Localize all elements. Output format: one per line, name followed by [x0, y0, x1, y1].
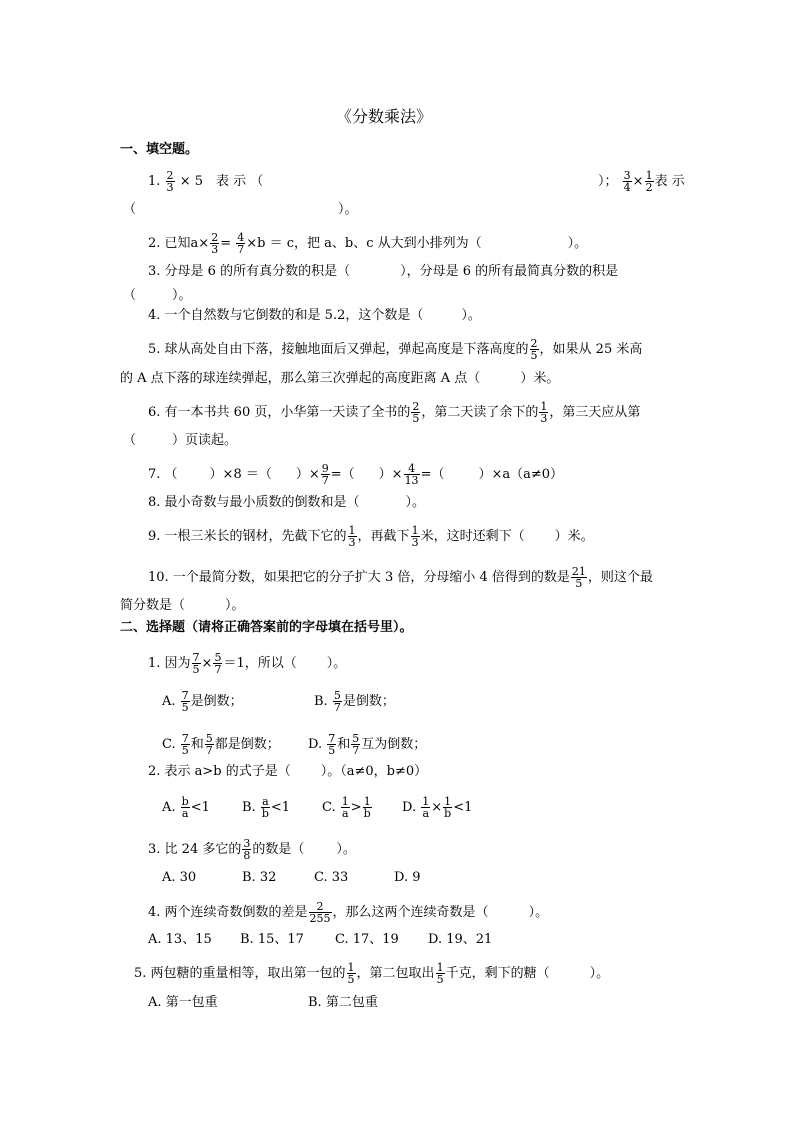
fraction: [321, 463, 330, 486]
text-segment: 3. 比 24 多它的: [148, 842, 242, 857]
choice-3-option-a: A. 30: [162, 870, 197, 885]
fraction: [242, 838, 251, 861]
fraction-denominator: 255: [309, 912, 331, 925]
text-segment: ）米。: [554, 529, 594, 544]
fraction-denominator: 5: [412, 412, 420, 425]
fraction-numerator: 7: [328, 732, 336, 745]
fraction: [181, 690, 190, 713]
text-segment: ×: [632, 174, 644, 189]
fraction-denominator: 7: [333, 701, 341, 714]
fraction: [309, 901, 332, 924]
text-segment: ）米。: [520, 371, 560, 386]
text-segment: ）。: [405, 495, 426, 510]
fraction-numerator: 3: [243, 837, 251, 850]
text-segment: ）。: [336, 842, 356, 857]
text-segment: ）×a（a≠0）: [478, 467, 564, 482]
choice-question-1: [148, 652, 346, 675]
text-segment: ）。: [461, 308, 481, 323]
fraction-numerator: 2: [309, 901, 332, 913]
text-segment: × 5 表 示 （: [179, 174, 264, 189]
fraction: [341, 796, 350, 819]
fraction-numerator: 5: [333, 689, 341, 702]
text-segment: A.: [162, 800, 176, 815]
text-segment: 7. （: [148, 467, 178, 482]
fraction-numerator: 1: [436, 961, 444, 974]
fraction-numerator: 7: [181, 689, 189, 702]
text-segment: 4. 两个连续奇数倒数的差是: [148, 905, 308, 920]
text-segment: 1. 因为: [148, 656, 191, 671]
text-segment: 8. 最小奇数与最小质数的倒数和是（: [148, 495, 360, 510]
fraction: [539, 401, 548, 424]
fraction: [411, 401, 420, 424]
text-segment: 表 示: [654, 174, 685, 189]
fraction-denominator: b: [363, 807, 371, 820]
fraction: [421, 796, 430, 819]
fraction-denominator: 7: [352, 744, 360, 757]
choice-5-option-a: A. 第一包重: [148, 995, 218, 1010]
text-segment: ），分母是 6 的所有最简真分数的积是: [400, 264, 619, 279]
choice-question-5: [134, 962, 609, 985]
fraction-numerator: 7: [181, 732, 189, 745]
text-segment: 米，这时还剩下（: [420, 529, 525, 544]
choice-4-option-a: A. 13、15: [148, 932, 212, 947]
text-segment: B.: [314, 694, 328, 709]
fraction-numerator: 9: [321, 462, 329, 475]
text-segment: 都是倒数；: [214, 737, 280, 752]
question-3-line-2: [123, 287, 192, 305]
question-7: [148, 463, 563, 486]
fraction-denominator: 8: [243, 849, 251, 862]
question-1-blank-close: ）。: [338, 202, 358, 217]
text-segment: ，再截下: [357, 529, 410, 544]
text-segment: ×: [201, 656, 213, 671]
fraction-denominator: 7: [237, 243, 245, 256]
fraction-denominator: 13: [404, 474, 419, 487]
text-segment: =: [220, 236, 232, 251]
fraction-denominator: 3: [540, 412, 548, 425]
text-segment: 4. 一个自然数与它倒数的和是 5.2，这个数是（: [148, 308, 424, 323]
text-segment: ）×: [378, 467, 403, 482]
choice-1-option-d: [308, 733, 426, 756]
fraction-denominator: 5: [575, 577, 583, 590]
text-segment: ＝1，所以（: [223, 656, 297, 671]
fraction-numerator: 2: [530, 337, 538, 350]
question-2: [148, 232, 587, 255]
fraction-denominator: 3: [211, 243, 219, 256]
fraction: [181, 733, 190, 756]
fraction-numerator: 5: [205, 732, 213, 745]
fraction-denominator: 3: [348, 536, 356, 549]
choice-2-option-c: [322, 796, 373, 819]
page-title: 《分数乘法》: [336, 107, 433, 126]
fraction: [351, 733, 360, 756]
choice-3-option-d: D. 9: [394, 870, 421, 885]
fraction: [436, 962, 445, 985]
fraction: [348, 525, 357, 548]
fraction-numerator: 3: [623, 169, 631, 182]
fraction: [333, 690, 342, 713]
choice-question-4: [148, 901, 548, 924]
text-segment: D.: [308, 737, 323, 752]
choice-question-2: [148, 763, 427, 781]
choice-3-option-b: B. 32: [242, 870, 277, 885]
fraction-numerator: 1: [348, 524, 356, 537]
fraction-denominator: 7: [321, 474, 329, 487]
text-segment: 10. 一个最简分数，如果把它的分子扩大 3 倍，分母缩小 4 倍得到的数是: [148, 570, 570, 585]
fraction-denominator: a: [341, 807, 349, 820]
text-segment: 2. 已知a×: [148, 236, 210, 251]
question-1-line-1: [148, 170, 263, 193]
choice-4-option-c: C. 17、19: [335, 932, 399, 947]
text-segment: 5. 两包糖的重量相等，取出第一包的: [134, 966, 346, 981]
fraction-denominator: 5: [436, 973, 444, 986]
fraction: [327, 733, 336, 756]
section-multiple-choice: 二、选择题（请将正确答案前的字母填在括号里）。: [120, 620, 413, 635]
fraction-numerator: 1: [347, 961, 355, 974]
text-segment: ）×: [295, 467, 320, 482]
text-segment: C.: [162, 737, 176, 752]
text-segment: 和: [337, 737, 351, 752]
fraction-denominator: 5: [181, 701, 189, 714]
fraction-numerator: 2: [211, 231, 219, 244]
text-segment: ）。: [172, 288, 192, 303]
text-segment: 6. 有一本书共 60 页，小华第一天读了全书的: [148, 405, 411, 420]
fraction: [236, 232, 245, 255]
text-segment: ）。（a≠0，b≠0）: [320, 764, 428, 779]
text-segment: ）页读起。: [172, 433, 238, 448]
text-segment: ）×8 ＝（: [209, 467, 272, 482]
question-8: [148, 494, 425, 512]
text-segment: D.: [402, 800, 417, 815]
question-9: [148, 525, 594, 548]
fraction-numerator: 5: [352, 732, 360, 745]
question-10-line-1: [148, 566, 653, 589]
fraction: [213, 652, 222, 675]
fraction-numerator: 1: [411, 524, 419, 537]
fraction-denominator: 4: [623, 181, 631, 194]
question-10-line-2: [120, 597, 245, 615]
fraction: [363, 796, 372, 819]
fraction-denominator: 5: [328, 744, 336, 757]
section-fill-in-blank: 一、填空题。: [120, 142, 199, 157]
fraction: [645, 170, 654, 193]
fraction-numerator: 1: [444, 795, 452, 808]
fraction: [261, 796, 270, 819]
text-segment: 千克，剩下的糖（: [445, 966, 550, 981]
fraction-numerator: 7: [192, 651, 200, 664]
question-3-line-1: [148, 263, 618, 281]
fraction: [443, 796, 452, 819]
text-segment: 1.: [148, 174, 161, 189]
text-segment: B.: [242, 800, 256, 815]
fraction-numerator: 5: [214, 651, 222, 664]
text-segment: （: [123, 433, 137, 448]
fraction: [623, 170, 632, 193]
choice-1-option-a: [162, 690, 243, 713]
fraction-denominator: 5: [181, 744, 189, 757]
fraction-denominator: a: [422, 807, 430, 820]
fraction-numerator: 1: [363, 795, 371, 808]
fraction-numerator: 4: [237, 231, 245, 244]
text-segment: <1: [270, 800, 291, 815]
choice-4-option-b: B. 15、17: [240, 932, 304, 947]
question-5-line-2: [120, 370, 559, 388]
fraction: [571, 566, 587, 589]
fraction-denominator: 5: [192, 663, 200, 676]
fraction-numerator: a: [262, 795, 269, 808]
fraction-numerator: 4: [404, 463, 420, 475]
choice-1-option-b: [314, 690, 395, 713]
text-segment: ）。: [225, 598, 245, 613]
fraction-numerator: 1: [540, 400, 548, 413]
text-segment: 的数是（: [252, 842, 305, 857]
text-segment: ，则这个最: [587, 570, 653, 585]
text-segment: =（: [420, 467, 445, 482]
text-segment: >: [350, 800, 362, 815]
fraction-numerator: 2: [166, 169, 174, 182]
text-segment: C.: [322, 800, 336, 815]
question-6-line-2: [123, 432, 237, 450]
question-5-line-1: [148, 338, 642, 361]
choice-question-3: [148, 838, 356, 861]
fraction-denominator: 3: [411, 536, 419, 549]
text-segment: （: [123, 288, 137, 303]
text-segment: 5. 球从高处自由下落，接触地面后又弹起，弹起高度是下落高度的: [148, 342, 529, 357]
fraction-numerator: 2: [412, 400, 420, 413]
choice-2-option-a: [162, 796, 210, 819]
fraction-denominator: b: [444, 807, 452, 820]
text-segment: 简分数是（: [120, 598, 186, 613]
fraction-numerator: b: [181, 795, 189, 808]
text-segment: ）。: [326, 656, 347, 671]
fraction-denominator: b: [261, 807, 269, 820]
fraction: [181, 796, 190, 819]
fraction-denominator: 5: [347, 973, 355, 986]
text-segment: 3. 分母是 6 的所有真分数的积是（: [148, 264, 351, 279]
text-segment: ，第三天应从第: [549, 405, 641, 420]
fraction-denominator: a: [181, 807, 189, 820]
text-segment: ）。: [589, 966, 610, 981]
fraction-denominator: 5: [530, 349, 538, 362]
choice-2-option-b: [242, 796, 290, 819]
text-segment: 是倒数；: [342, 694, 395, 709]
text-segment: <1: [453, 800, 473, 815]
fraction: [205, 733, 214, 756]
fraction: [192, 652, 201, 675]
choice-1-option-c: [162, 733, 280, 756]
text-segment: ×b ＝ c，把 a、b、c 从大到小排列为（: [246, 236, 482, 251]
text-segment: 互为倒数；: [361, 737, 427, 752]
text-segment: 的 A 点下落的球连续弹起，那么第三次弹起的高度距离 A 点（: [120, 371, 481, 386]
choice-4-option-d: D. 19、21: [428, 932, 493, 947]
text-segment: ）。: [528, 905, 549, 920]
text-segment: ）。: [567, 236, 588, 251]
fraction-denominator: 7: [214, 663, 222, 676]
question-4: [148, 307, 481, 325]
text-segment: ，那么这两个连续奇数是（: [332, 905, 489, 920]
text-segment: ，如果从 25 米高: [539, 342, 643, 357]
fraction: [166, 170, 175, 193]
text-segment: ，第二包取出: [356, 966, 435, 981]
choice-5-option-b: B. 第二包重: [308, 995, 378, 1010]
choice-3-option-c: C. 33: [314, 870, 349, 885]
fraction-denominator: 7: [205, 744, 213, 757]
text-segment: ×: [431, 800, 443, 815]
fraction-denominator: 3: [166, 181, 174, 194]
question-1-blank-open: （: [123, 202, 137, 217]
fraction-denominator: 2: [645, 181, 653, 194]
text-segment: =（: [330, 467, 355, 482]
fraction: [404, 463, 420, 486]
text-segment: 2. 表示 a>b 的式子是（: [148, 764, 291, 779]
choice-2-option-d: [402, 796, 472, 819]
fraction-numerator: 1: [645, 169, 653, 182]
text-segment: ，第二天读了余下的: [421, 405, 539, 420]
fraction: [210, 232, 219, 255]
text-segment: A.: [162, 694, 176, 709]
fraction: [530, 338, 539, 361]
text-segment: 是倒数；: [190, 694, 243, 709]
text-segment: <1: [190, 800, 210, 815]
fraction: [347, 962, 356, 985]
fraction-numerator: 21: [571, 565, 586, 578]
text-segment: 和: [190, 737, 204, 752]
question-1-line-1-tail: [598, 170, 685, 193]
fraction: [411, 525, 420, 548]
question-6-line-1: [148, 401, 640, 424]
fraction-numerator: 1: [341, 795, 349, 808]
text-segment: 9. 一根三米长的钢材，先截下它的: [148, 529, 347, 544]
text-segment: ）；: [598, 174, 618, 189]
fraction-numerator: 1: [422, 795, 430, 808]
